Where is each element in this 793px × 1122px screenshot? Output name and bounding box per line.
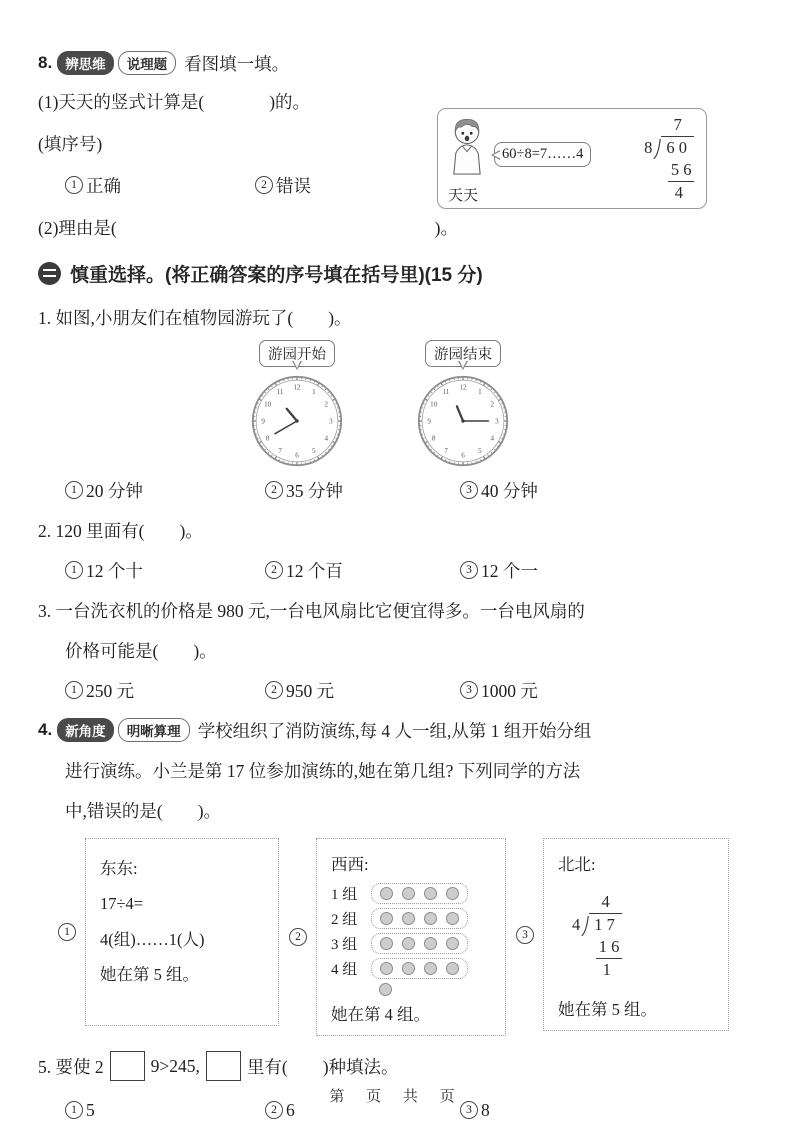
person-dot (380, 937, 393, 950)
svg-text:7: 7 (444, 446, 448, 455)
option-label: 12 个一 (481, 560, 538, 581)
svg-text:6: 6 (295, 451, 299, 460)
svg-text:3: 3 (329, 417, 333, 426)
group-row-1 (331, 883, 493, 904)
q3-option-1 (65, 678, 265, 703)
q1-options-row (65, 470, 753, 510)
svg-text:1: 1 (478, 388, 482, 397)
division-remainder: 4 (674, 183, 683, 203)
option-label: 8 (481, 1099, 490, 1120)
option-label: 12 个十 (86, 560, 143, 581)
svg-text:8: 8 (265, 434, 270, 443)
svg-text:8: 8 (431, 434, 436, 443)
q8-sub2-line (38, 206, 458, 248)
q8-intro-text: 看图填一填。 (184, 53, 290, 74)
q2-option-3 (460, 558, 753, 583)
q3-options-row (65, 670, 753, 710)
division-dividend: 6 0 (661, 136, 694, 159)
group-label: 3 组 (331, 937, 358, 953)
person-dot (424, 912, 437, 925)
q4-line3: 中,错误的是( )。 (65, 800, 222, 821)
group-label: 1 组 (331, 887, 358, 903)
boy-name: 天天 (448, 188, 479, 204)
method-beibei (516, 838, 729, 1031)
option-label: 5 (86, 1099, 95, 1120)
option-number-circle: 3 (460, 681, 478, 699)
svg-text:5: 5 (312, 446, 316, 455)
option-label: 250 元 (86, 680, 135, 701)
q4-badge-logic: 明晰算理 (118, 718, 190, 742)
method-conclusion: 她在第 5 组。 (558, 1000, 657, 1020)
q8-badge-thinking: 辨思维 (57, 51, 114, 75)
person-dot (402, 937, 415, 950)
q5-blank-box-2 (206, 1051, 241, 1081)
svg-text:12: 12 (459, 383, 467, 392)
option-number-circle: 2 (265, 481, 283, 499)
option-label: 20 分钟 (86, 480, 143, 501)
division-bracket-icon (581, 915, 589, 936)
person-dot (402, 887, 415, 900)
long-division (644, 114, 694, 204)
q4-number: 4. (38, 720, 53, 739)
q2-options-row (65, 550, 753, 590)
q8-number: 8. (38, 53, 53, 72)
person-dot (380, 962, 393, 975)
person-dot (424, 962, 437, 975)
method-dongdong (58, 838, 279, 1026)
q8-sub1-post: )的。 (269, 91, 311, 112)
q8-sub1-line (38, 80, 458, 122)
q4-header-line (38, 710, 753, 750)
person-dot (402, 912, 415, 925)
option-number-circle: 2 (255, 176, 273, 194)
group-dots (371, 883, 468, 904)
svg-text:9: 9 (261, 417, 265, 426)
group-dots (371, 933, 468, 954)
division-bracket-icon (653, 138, 661, 159)
option-number-circle: 1 (65, 681, 83, 699)
method-name: 西西: (331, 855, 369, 874)
option-number-circle: 1 (65, 561, 83, 579)
person-dot (446, 962, 459, 975)
clock-end-label: 游园结束 (425, 340, 501, 367)
option-label: 35 分钟 (286, 480, 343, 501)
group-row-3 (331, 933, 493, 954)
option-label: 6 (286, 1099, 295, 1120)
option-label: 1000 元 (481, 680, 538, 701)
method-number-circle: 3 (516, 926, 534, 944)
q8-sub2-post: )。 (434, 217, 458, 238)
svg-text:11: 11 (442, 388, 450, 397)
method-box-dongdong (85, 838, 279, 1026)
q4-badge-angle: 新角度 (57, 718, 114, 742)
person-dot (380, 912, 393, 925)
section-two-title: 慎重选择。(将正确答案的序号填在括号里)(15 分) (70, 264, 483, 286)
q8-sub1b-line: (填序号) (38, 133, 103, 154)
long-division (572, 891, 622, 981)
option-number-circle: 1 (65, 176, 83, 194)
method-xixi (289, 838, 506, 1036)
section-two-header (38, 252, 753, 294)
q8-figure-box (437, 108, 707, 209)
option-number-circle: 1 (65, 481, 83, 499)
svg-text:11: 11 (276, 388, 284, 397)
svg-text:4: 4 (324, 434, 329, 443)
boy-avatar (446, 115, 488, 175)
group-dots (371, 958, 468, 979)
q1-option-1 (65, 478, 265, 503)
method-conclusion: 她在第 4 组。 (331, 1005, 430, 1024)
option-number-circle: 3 (460, 481, 478, 499)
q4-line2: 进行演练。小兰是第 17 位参加演练的,她在第几组? 下列同学的方法 (65, 760, 581, 781)
section-two-icon (38, 262, 61, 285)
extra-person-dot (379, 983, 392, 996)
q1-figure (250, 340, 753, 468)
option-number-circle: 3 (460, 1101, 478, 1119)
method-name: 北北: (558, 855, 596, 874)
q3-option-3 (460, 678, 753, 703)
page-footer: 第 页 共 页 (329, 1089, 464, 1105)
svg-text:12: 12 (293, 383, 301, 392)
clock-end-block (416, 340, 510, 468)
group-row-2 (331, 908, 493, 929)
group-dots (371, 908, 468, 929)
method-name: 东东: (100, 859, 138, 878)
option-number-circle: 2 (265, 1101, 283, 1119)
q1-text: 1. 如图,小朋友们在植物园游玩了( )。 (38, 307, 352, 328)
q8-body (38, 80, 458, 248)
division-divisor: 8 (644, 137, 653, 157)
q8-sub2-pre: (2)理由是( (38, 217, 117, 238)
speech-bubble: 60÷8=7……4 (494, 142, 591, 167)
q3-line2: 价格可能是( )。 (65, 640, 217, 661)
q5-seg1: 5. 要使 2 (38, 1056, 104, 1077)
svg-text:10: 10 (430, 400, 438, 409)
option-label: 950 元 (286, 680, 335, 701)
q8-option-1 (65, 173, 255, 198)
option-label: 正确 (86, 175, 121, 196)
q5-seg3: 里有( )种填法。 (246, 1056, 399, 1077)
svg-text:9: 9 (427, 417, 431, 426)
person-dot (446, 912, 459, 925)
person-dot (402, 962, 415, 975)
q1-option-2 (265, 478, 460, 503)
q8-badge-reasoning: 说理题 (118, 51, 177, 75)
q8-options-row (65, 164, 458, 206)
svg-text:1: 1 (312, 388, 316, 397)
q2-text: 2. 120 里面有( )。 (38, 520, 203, 541)
q1-option-3 (460, 478, 753, 503)
method-number-circle: 1 (58, 923, 76, 941)
method-line: 4(组)……1(人) (100, 929, 205, 949)
q8-header-line (38, 46, 753, 80)
option-label: 12 个百 (286, 560, 343, 581)
method-line: 17÷4= (100, 894, 144, 914)
q4-line1: 学校组织了消防演练,每 4 人一组,从第 1 组开始分组 (197, 720, 592, 741)
division-quotient: 4 (601, 892, 610, 911)
method-number-circle: 2 (289, 928, 307, 946)
option-label: 40 分钟 (481, 480, 538, 501)
method-box-beibei (543, 838, 729, 1031)
group-label: 2 组 (331, 912, 358, 928)
svg-text:3: 3 (495, 417, 499, 426)
q8-sub1-pre: (1)天天的竖式计算是( (38, 91, 205, 112)
clock-start (250, 374, 344, 468)
q5-blank-box-1 (110, 1051, 145, 1081)
svg-text:4: 4 (490, 434, 495, 443)
svg-text:6: 6 (461, 451, 465, 460)
svg-text:5: 5 (478, 446, 482, 455)
group-row-4 (331, 958, 493, 979)
method-box-xixi (316, 838, 506, 1036)
q2-option-1 (65, 558, 265, 583)
svg-text:7: 7 (278, 446, 282, 455)
option-label: 错误 (276, 175, 311, 196)
clock-end (416, 374, 510, 468)
person-dot (446, 887, 459, 900)
svg-text:10: 10 (264, 400, 272, 409)
q4-methods (58, 838, 753, 1036)
person-dot (424, 937, 437, 950)
figure-division (644, 114, 694, 204)
svg-text:2: 2 (490, 400, 495, 409)
option-number-circle: 2 (265, 681, 283, 699)
option-number-circle: 1 (65, 1101, 83, 1119)
division-divisor: 4 (572, 914, 581, 934)
group-label: 4 组 (331, 962, 358, 978)
q8-option-2 (255, 173, 458, 198)
person-dot (446, 937, 459, 950)
person-dot (424, 887, 437, 900)
division-remainder: 1 (602, 960, 611, 980)
division-dividend: 1 7 (589, 913, 622, 936)
q3-line1: 3. 一台洗衣机的价格是 980 元,一台电风扇比它便宜得多。一台电风扇的 (38, 600, 585, 621)
division-quotient: 7 (673, 115, 682, 134)
q2-option-2 (265, 558, 460, 583)
division-product: 1 6 (596, 936, 622, 960)
q5-text-line (38, 1042, 753, 1090)
clock-start-label: 游园开始 (259, 340, 335, 367)
division-product: 5 6 (668, 159, 694, 183)
option-number-circle: 3 (460, 561, 478, 579)
method-line: 她在第 5 组。 (100, 965, 199, 985)
svg-text:2: 2 (324, 400, 329, 409)
q3-option-2 (265, 678, 460, 703)
option-number-circle: 2 (265, 561, 283, 579)
clock-start-block (250, 340, 344, 468)
person-dot (380, 887, 393, 900)
q5-seg2: 9>245, (150, 1055, 200, 1076)
